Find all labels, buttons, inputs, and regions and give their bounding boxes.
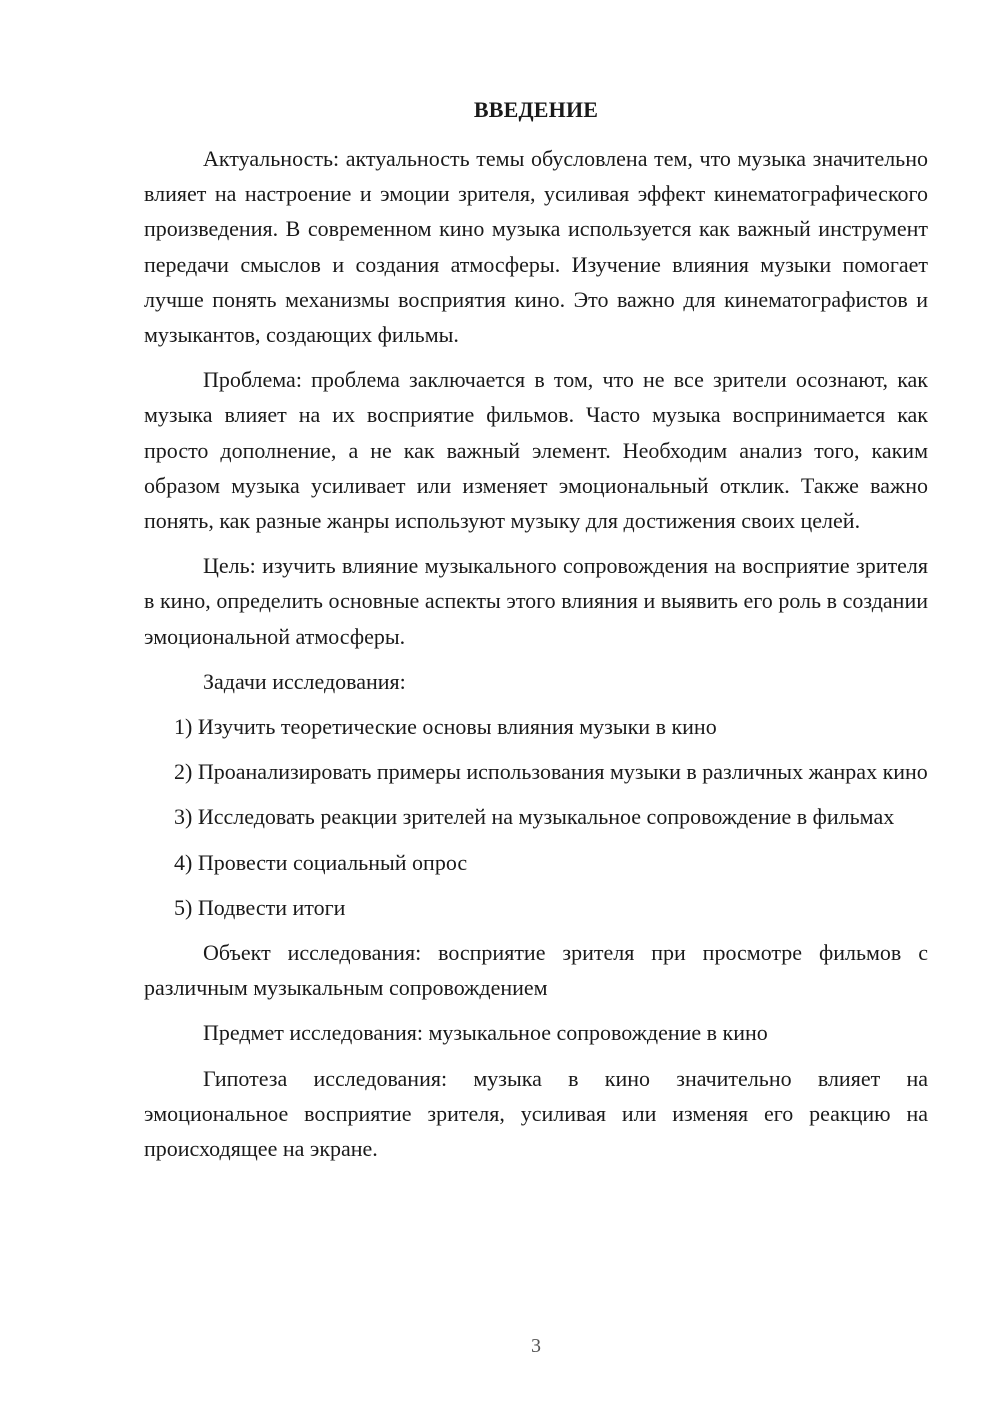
task-item-3: 3) Исследовать реакции зрителей на музыкальное сопровождение в фильмах <box>174 804 895 830</box>
relevance-paragraph: Актуальность: актуальность темы обусловлена тем, что музыка значительно влияет на настроение и эмоции зрителя, усиливая эффект кинематографического произведения. В современном кино музыка используется как важный инструмент передачи смыслов и создания атмосферы. Изучение влияния музыки помогает лучше понять механизмы восприятия кино. Это важно для кинематографистов и музыкантов, создающих фильмы. <box>144 146 928 348</box>
tasks-heading: Задачи исследования: <box>203 668 406 694</box>
goal-paragraph: Цель: изучить влияние музыкального сопровождения на восприятие зрителя в кино, определить основные аспекты этого влияния и выявить его роль в создании эмоциональной атмосферы. <box>144 553 928 649</box>
hypothesis-paragraph: Гипотеза исследования: музыка в кино значительно влияет на эмоциональное восприятие зрителя, усиливая или изменяя его реакцию на происходящее на экране. <box>144 1065 928 1162</box>
problem-paragraph: Проблема: проблема заключается в том, что не все зрители осознают, как музыка влияет на их восприятие фильмов. Часто музыка воспринимается как просто дополнение, а не как важный элемент. Необходим анализ того, каким образом музыка усиливает или изменяет эмоциональный отклик. Также важно понять, как разные жанры используют музыку для достижения своих целей. <box>144 367 928 534</box>
subject-paragraph: Предмет исследования: музыкальное сопровождение в кино <box>203 1020 768 1046</box>
object-paragraph: Объект исследования: восприятие зрителя при просмотре фильмов с различным музыкальным сопровождением <box>144 940 928 1001</box>
task-item-5: 5) Подвести итоги <box>174 894 346 920</box>
section-title: ВВЕДЕНИЕ <box>473 97 599 122</box>
body-text <box>144 141 928 1176</box>
task-item-4: 4) Провести социальный опрос <box>174 849 468 875</box>
task-item-1: 1) Изучить теоретические основы влияния музыки в кино <box>174 714 717 740</box>
page-number: 3 <box>531 1335 541 1357</box>
tasks-list <box>144 709 928 925</box>
task-item-2: 2) Проанализировать примеры использования музыки в различных жанрах кино <box>174 759 928 785</box>
